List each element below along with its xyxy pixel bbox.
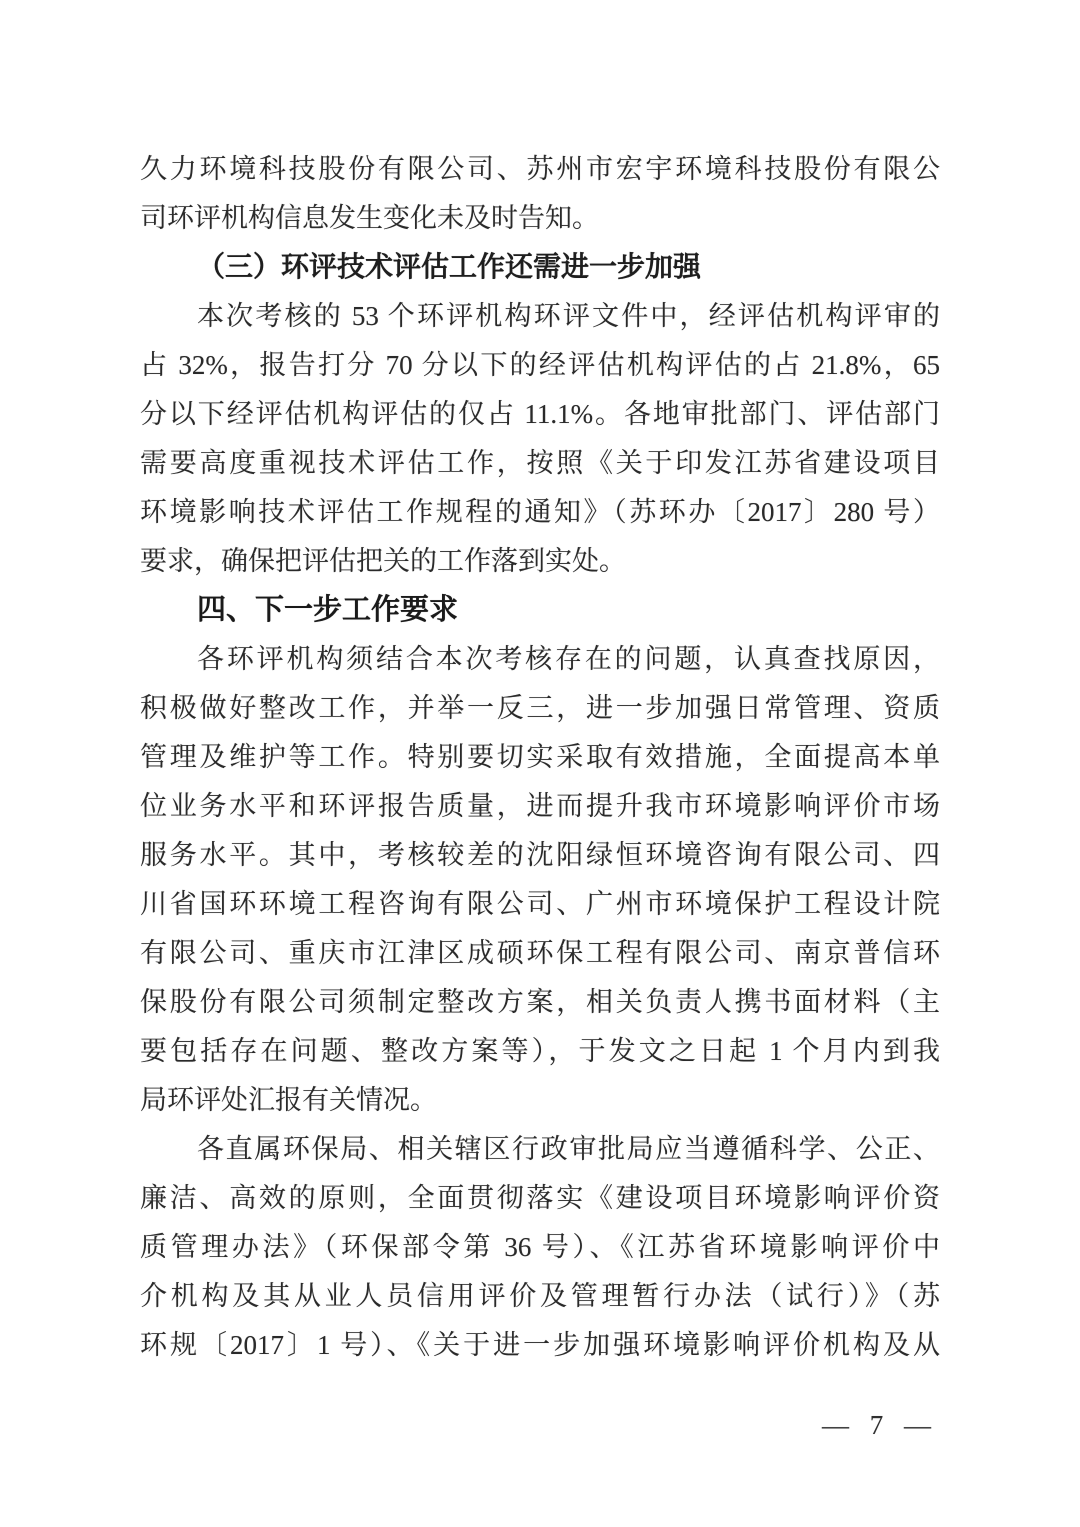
doc-line: 环境影响技术评估工作规程的通知》（苏环办〔2017〕280 号） [140, 497, 940, 527]
page-number: — 7 — [822, 1410, 938, 1440]
doc-line: 司环评机构信息发生变化未及时告知。 [140, 203, 599, 233]
section-heading: 四、下一步工作要求 [197, 594, 459, 626]
doc-line: 各环评机构须结合本次考核存在的问题，认真查找原因， [197, 644, 940, 674]
doc-line: 占 32%，报告打分 70 分以下的经评估机构评估的占 21.8%，65 [140, 350, 940, 380]
section-heading: （三）环评技术评估工作还需进一步加强 [197, 252, 702, 283]
doc-line: 分以下经评估机构评估的仅占 11.1%。各地审批部门、评估部门 [140, 399, 940, 429]
doc-line: 廉洁、高效的原则，全面贯彻落实《建设项目环境影响评价资 [140, 1183, 940, 1213]
doc-line: 各直属环保局、相关辖区行政审批局应当遵循科学、公正、 [197, 1134, 940, 1164]
doc-line: 介机构及其从业人员信用评价及管理暂行办法（试行）》（苏 [140, 1281, 940, 1311]
doc-line: 要包括存在问题、整改方案等），于发文之日起 1 个月内到我 [140, 1036, 940, 1066]
doc-line: 川省国环环境工程咨询有限公司、广州市环境保护工程设计院 [140, 889, 940, 919]
document-body [140, 145, 940, 1370]
doc-line: 有限公司、重庆市江津区成硕环保工程有限公司、南京普信环 [140, 938, 940, 968]
doc-line: 质管理办法》（环保部令第 36 号）、《江苏省环境影响评价中 [140, 1232, 940, 1262]
doc-line: 久力环境科技股份有限公司、苏州市宏宇环境科技股份有限公 [140, 154, 940, 184]
doc-line: 积极做好整改工作，并举一反三，进一步加强日常管理、资质 [140, 693, 940, 723]
doc-line: 服务水平。其中，考核较差的沈阳绿恒环境咨询有限公司、四 [140, 840, 940, 870]
doc-line: 管理及维护等工作。特别要切实采取有效措施，全面提高本单 [140, 742, 940, 772]
doc-line: 环规〔2017〕1 号）、《关于进一步加强环境影响评价机构及从 [140, 1330, 940, 1360]
doc-line: 需要高度重视技术评估工作，按照《关于印发江苏省建设项目 [140, 448, 940, 478]
doc-line: 要求，确保把评估把关的工作落到实处。 [140, 546, 626, 576]
doc-line: 保股份有限公司须制定整改方案，相关负责人携书面材料（主 [140, 987, 940, 1017]
doc-line: 局环评处汇报有关情况。 [140, 1085, 437, 1115]
doc-line: 位业务水平和环评报告质量，进而提升我市环境影响评价市场 [140, 791, 940, 821]
doc-line: 本次考核的 53 个环评机构环评文件中，经评估机构评审的 [197, 301, 940, 331]
